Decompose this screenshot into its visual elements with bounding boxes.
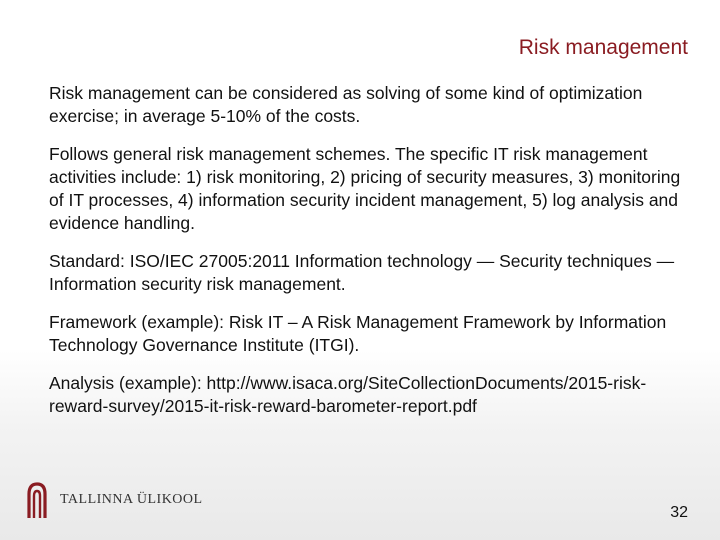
- paragraph-framework: Framework (example): Risk IT – A Risk Management Framework by Information Technology Governance Institute (ITGI).: [49, 312, 667, 355]
- logo-text: TALLINNA ÜLIKOOL: [60, 492, 203, 507]
- paragraph-standard: Standard: ISO/IEC 27005:2011 Information technology — Security techniques — Information security risk management.: [49, 251, 675, 294]
- university-logo: [26, 482, 203, 518]
- paragraph-optimization: Risk management can be considered as solving of some kind of optimization exercise; in average 5-10% of the costs.: [49, 83, 643, 126]
- tallinn-university-logo-icon: [26, 482, 48, 518]
- paragraph-activities: Follows general risk management schemes. The specific IT risk management activities include: 1) risk monitoring, 2) pricing of security measures, 3) monitoring of IT processes, 4) information security incident management, 5) log analysis and evidence handling.: [49, 144, 681, 233]
- slide-body: [49, 82, 689, 433]
- paragraph-analysis: Analysis (example): http://www.isaca.org/SiteCollectionDocuments/2015-risk-reward-survey/2015-it-risk-reward-barometer-report.pdf: [49, 373, 647, 416]
- slide-title: Risk management: [518, 36, 688, 59]
- page-number: 32: [670, 504, 688, 521]
